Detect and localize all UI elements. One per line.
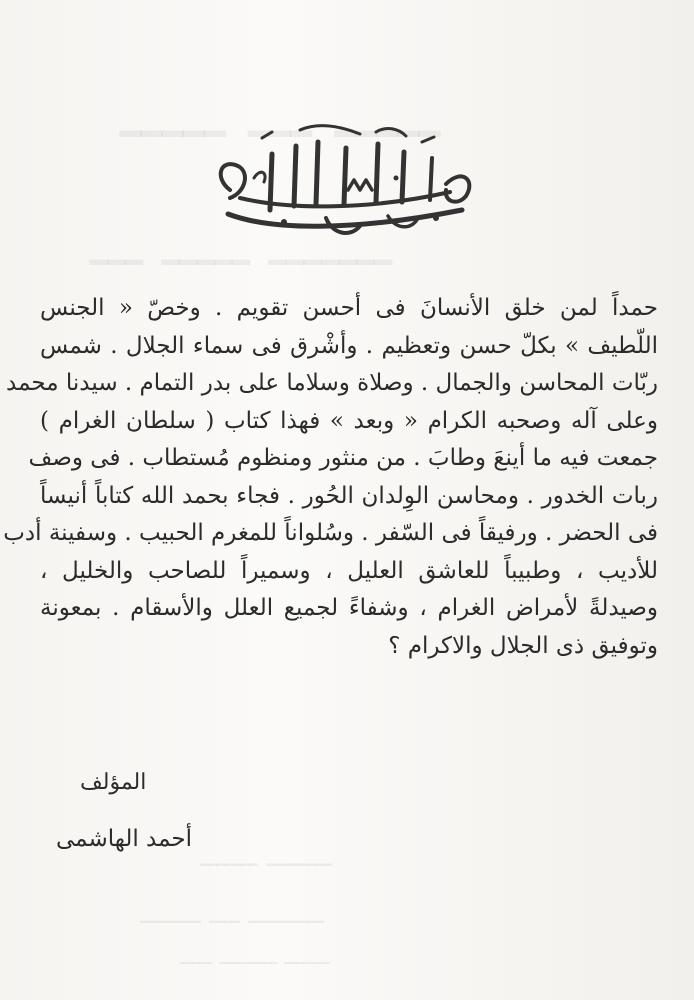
author-name: أحمد الهاشمى [56,826,193,852]
text-line: فى الحضر . ورفيقاً فى السّفر . وسُلواناً للمغرم الحبيب . وسفينة أدب [3,520,658,546]
introduction-paragraph [3,290,658,665]
text-line: اللّطيف » بكلّ حسن وتعظيم . وأشْرق فى سماء الجلال . شمس [40,332,658,359]
bleed-through-shadow: ـــــــ ـــــ ـــ [90,210,392,280]
text-line: جمعت فيه ما أينعَ وطابَ . من منثور ومنظوم مُستطاب . فى وصف [28,445,658,471]
bleed-through-shadow: ــــــــ ـــــــ [200,840,332,873]
text-line: للأديب ، وطبيباً للعاشق العليل ، وسميراً للصاحب والخليل ، [40,557,658,584]
basmala-calligraphy [200,118,490,248]
text-line: حمداً لمن خلق الأنسانَ فى أحسن تقويم . وخصّ « الجنس [40,295,658,321]
text-line: ربات الخدور . ومحاسن الوِلدان الحُور . فجاء بحمد الله كتاباً أنيساً [40,482,658,509]
text-line: وتوفيق ذى الجلال والاكرام ؟ [388,632,658,659]
bleed-through-shadow: ـــــ ـــ ـــــ [120,70,440,154]
author-role: المؤلف [80,770,147,795]
bleed-through-shadow: ـــــــ ـــــــــ ـــــ [180,945,330,970]
bleed-through-shadow: ــــــــــ ــــ ــــــــ [140,900,325,930]
text-line: وعلى آله وصحبه الكرام « وبعد » فهذا كتاب ( سلطان الغرام ) [40,407,658,434]
text-line: وصيدلةً لأمراض الغرام ، وشفاءً لجميع العلل والأسقام . بمعونة [40,595,658,621]
text-line: ربّات المحاسن والجمال . وصلاة وسلاما على بدر التمام . سيدنا محمد [6,370,658,396]
